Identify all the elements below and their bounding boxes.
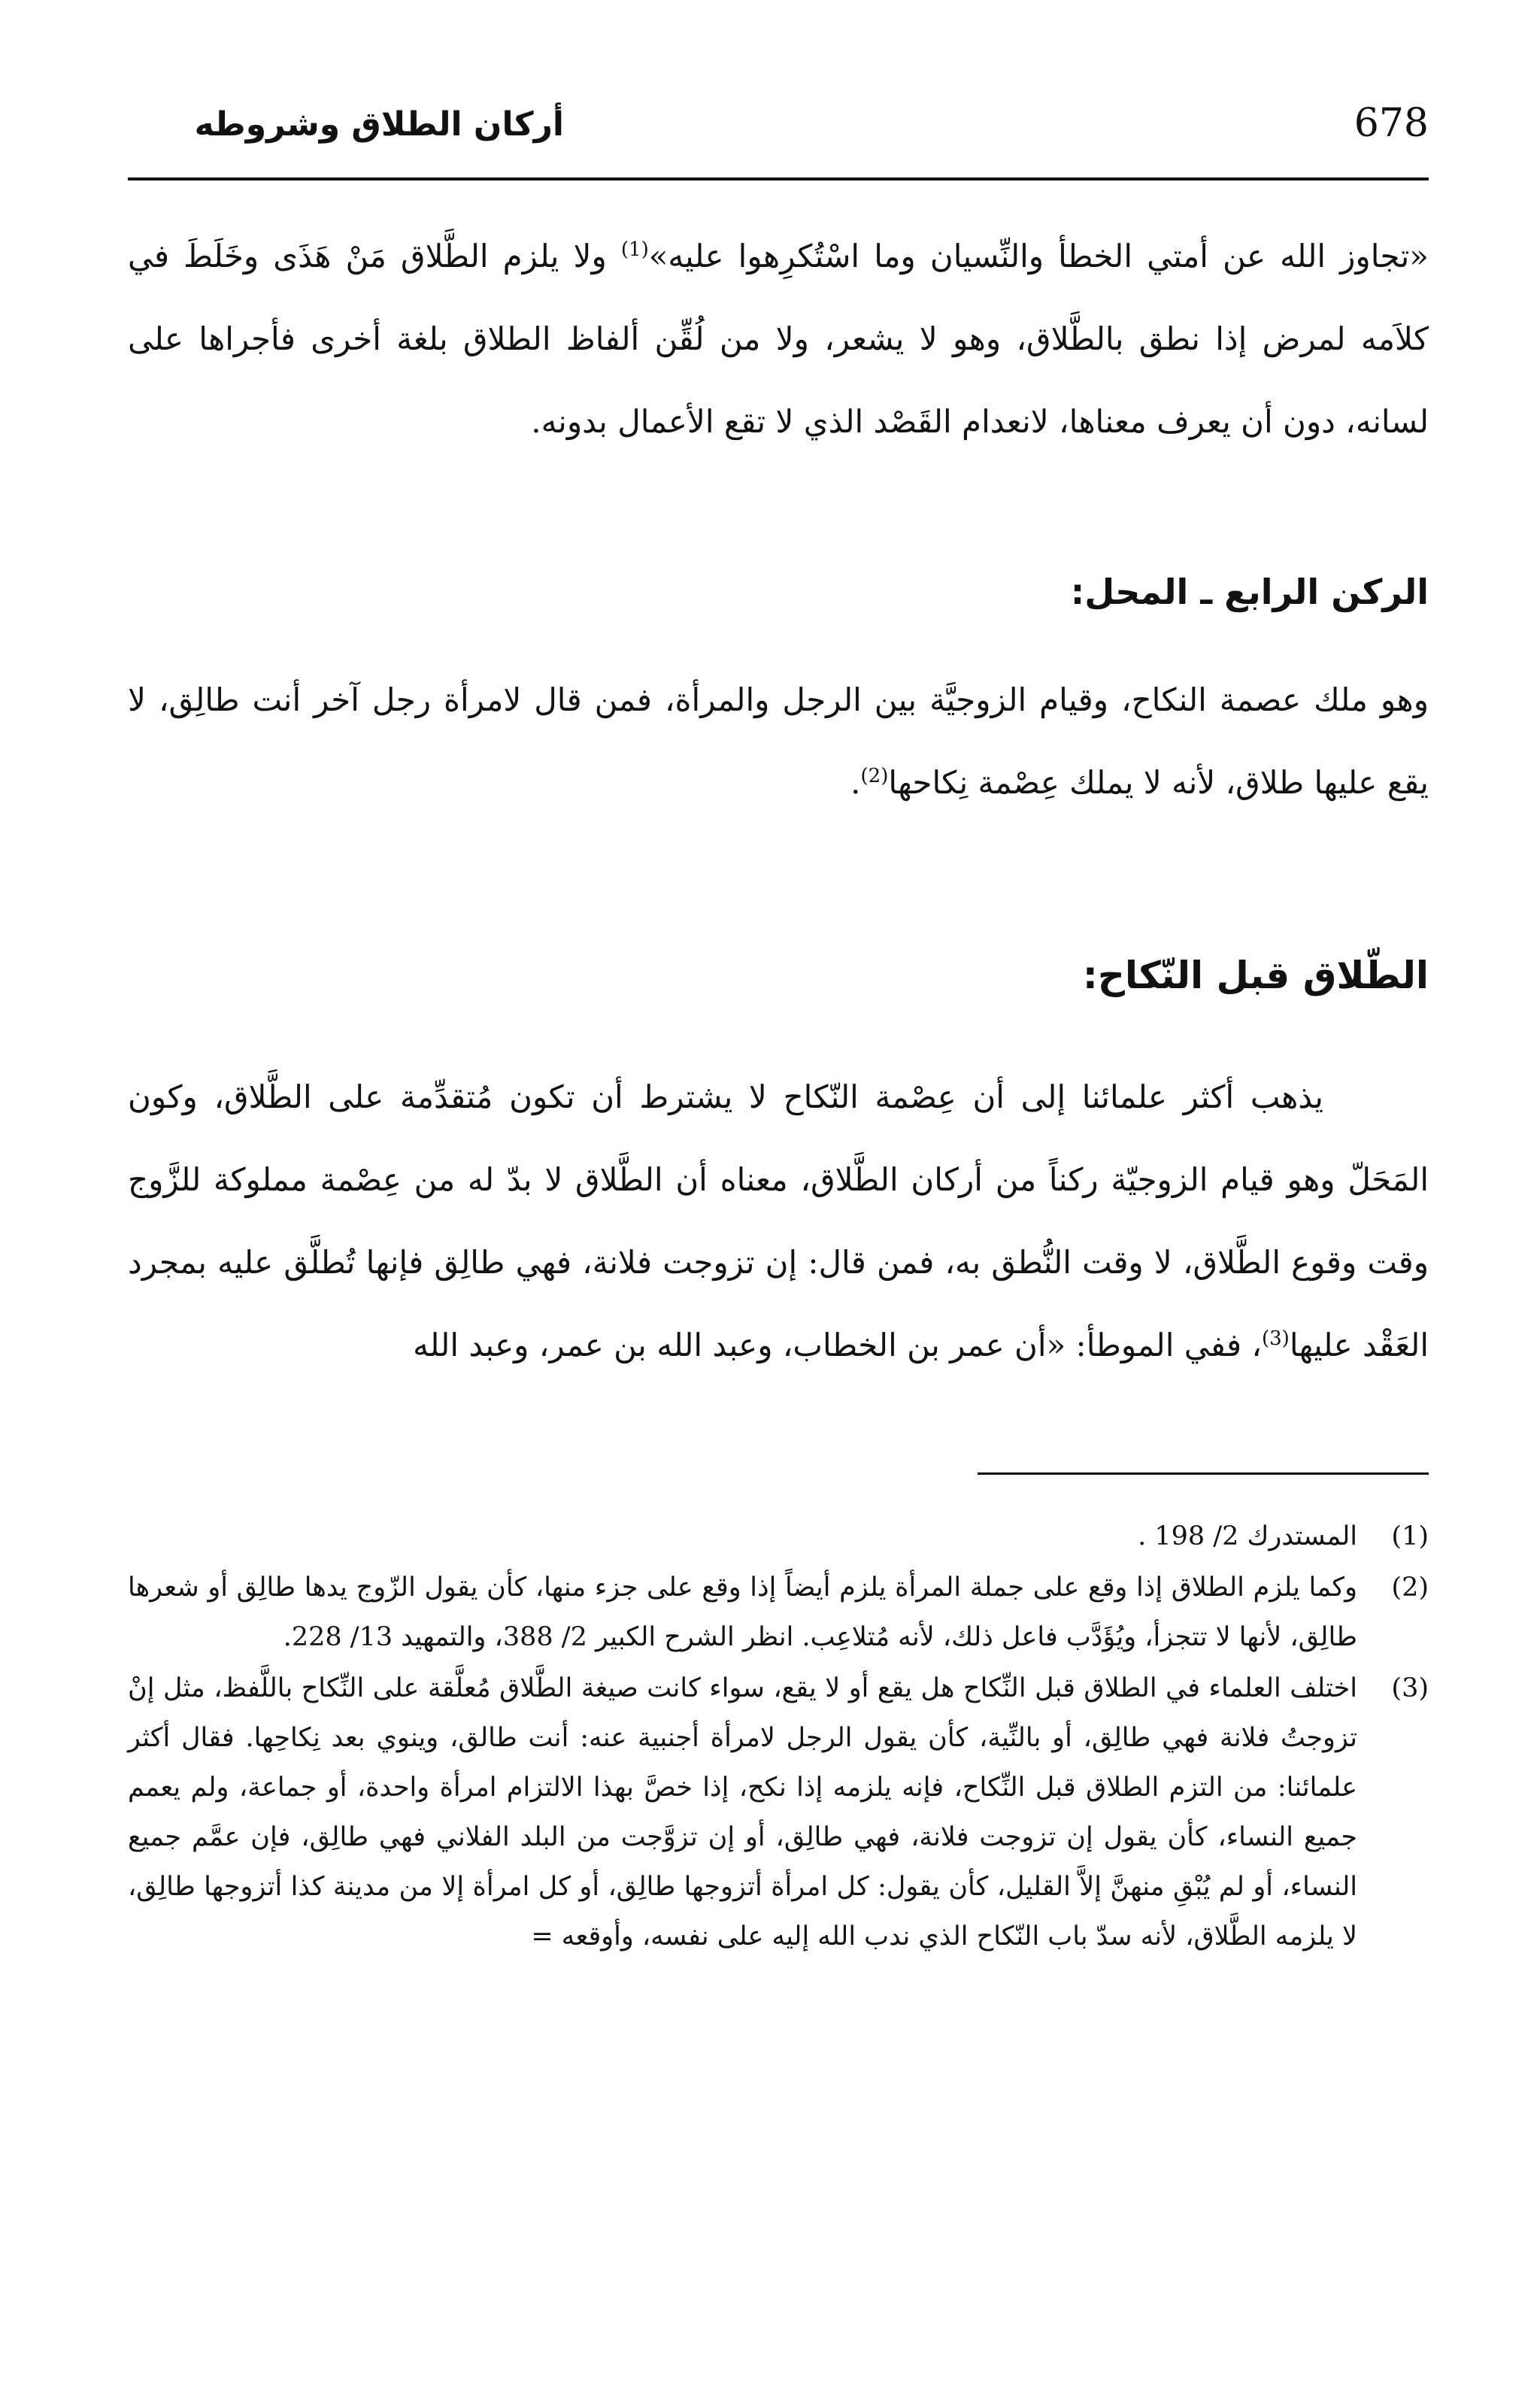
footnote-text: وكما يلزم الطلاق إذا وقع على جملة المرأة يلزم أيضاً إذا وقع على جزء منها، كأن يقول الزّوج يدها طالِق أو شعرها طالِق، لأنها لا تتجزأ، ويُؤَدَّب فاعل ذلك، لأنه مُتلاعِب. انظر الشرح الكبير 2/ 388، والتمهيد 13/ 228. bbox=[128, 1573, 1357, 1652]
footnote-ref-1: (1) bbox=[620, 238, 649, 261]
footnote-number: (2) bbox=[1391, 1573, 1429, 1603]
running-title: أركان الطلاق وشروطه bbox=[194, 105, 564, 144]
footnote-ref-3: (3) bbox=[1261, 1327, 1290, 1350]
paragraph-text: «تجاوز الله عن أمتي الخطأ والنِّسيان وما اسْتُكرِهوا عليه» bbox=[648, 238, 1429, 274]
footnote-number: (1) bbox=[1391, 1521, 1429, 1551]
footnote-2 bbox=[128, 1563, 1429, 1662]
footnote-1 bbox=[128, 1512, 1429, 1561]
footnote-text: المستدرك 2/ 198 . bbox=[1138, 1521, 1357, 1551]
header-rule bbox=[128, 177, 1429, 180]
footnote-text: اختلف العلماء في الطلاق قبل النِّكاح هل يقع أو لا يقع، سواء كانت صيغة الطَّلاق مُعلَّقة على النِّكاح باللَّفظ، مثل إنْ تزوجتُ فلانة فهي طالِق، أو بالنِّية، كأن يقول الرجل لامرأة أجنبية عنه: أنت طالق، وينوي بعد نِكاحِها. فقال أكثر علمائنا: من التزم الطلاق قبل النِّكاح، فإنه يلزمه إذا نكح، إذا خصَّ بهذا الالتزام امرأة واحدة، أو جماعة، ولم يعمم جميع النساء، كأن يقول إن تزوجت فلانة، فهي طالِق، أو إن تزوَّجت من البلد الفلاني فهي طالِق، فإن عمَّم جميع النساء، أو لم يُبْقِ منهنَّ إلاَّ القليل، كأن يقول: كل امرأة أتزوجها طالِق، أو كل امرأة إلا من مدينة كذا أتزوجها طالِق، لا يلزمه الطَّلاق، لأنه سدّ باب النّكاح الذي ندب الله إليه على نفسه، وأوقعه = bbox=[128, 1673, 1357, 1952]
paragraph-text: ولا يلزم الطَّلاق مَنْ هَذَى وخَلَطَ في كلاَمه لمرض إذا نطق بالطَّلاق، وهو لا يشعر، ولا من لُقِّن ألفاظ الطلاق بلغة أخرى فأجراها على لسانه، دون أن يعرف معناها، لانعدام القَصْد الذي لا تقع الأعمال بدونه. bbox=[128, 238, 1429, 440]
heading-rukn-4: الركن الرابع ـ المحل: bbox=[1070, 572, 1429, 612]
section-heading: الطّلاق قبل النّكاح: bbox=[1082, 954, 1429, 997]
footnote-rule bbox=[978, 1472, 1429, 1475]
paragraph-text: . bbox=[850, 764, 861, 801]
footnotes bbox=[128, 1512, 1429, 1963]
footnote-ref-2: (2) bbox=[860, 765, 889, 787]
paragraph-2 bbox=[128, 659, 1429, 824]
paragraph-text: يذهب أكثر علمائنا إلى أن عِصْمة النّكاح لا يشترط أن تكون مُتقدِّمة على الطَّلاق، وكون المَحَلّ وهو قيام الزوجيّة ركناً من أركان الطَّلاق، معناه أن الطَّلاق لا بدّ له من عِصْمة مملوكة للزَّوج وقت وقوع الطَّلاق، لا وقت النُّطق به، فمن قال: إن تزوجت فلانة، فهي طالِق فإنها تُطلَّق عليه بمجرد العَقْد عليها bbox=[128, 1078, 1429, 1363]
running-header bbox=[128, 98, 1429, 165]
page-number: 678 bbox=[1354, 101, 1429, 146]
footnote-3 bbox=[128, 1664, 1429, 1961]
paragraph-1 bbox=[128, 215, 1429, 463]
paragraph-text: وهو ملك عصمة النكاح، وقيام الزوجيَّة بين الرجل والمرأة، فمن قال لامرأة رجل آخر أنت طالِق، لا يقع عليها طلاق، لأنه لا يملك عِصْمة نِكاحها bbox=[128, 681, 1429, 801]
paragraph-text: ، ففي الموطأ: «أن عمر بن الخطاب، وعبد الله بن عمر، وعبد الله bbox=[413, 1327, 1262, 1363]
paragraph-3 bbox=[128, 1056, 1429, 1387]
footnote-number: (3) bbox=[1391, 1673, 1429, 1703]
